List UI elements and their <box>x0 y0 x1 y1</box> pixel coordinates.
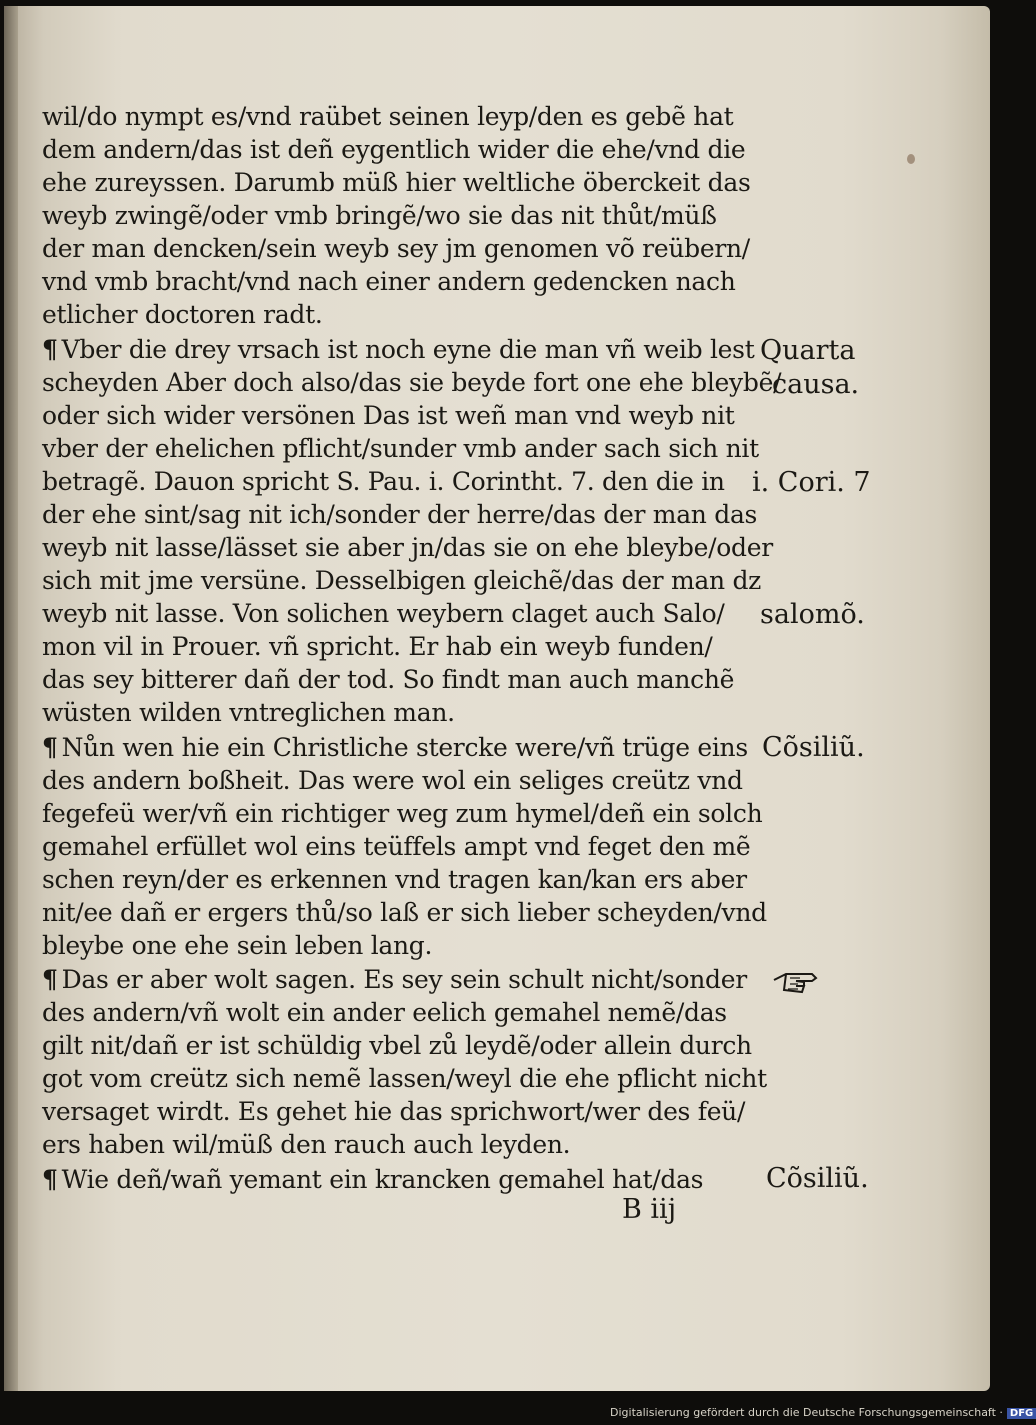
text-line: gilt nit/dañ er ist schüldig vbel zů leydẽ/oder allein durch <box>42 1031 752 1060</box>
dfg-logo: DFG <box>1007 1408 1036 1419</box>
text-line: dem andern/das ist deñ eygentlich wider die ehe/vnd die <box>42 135 746 164</box>
pilcrow-mark: ¶ <box>42 733 58 762</box>
footer-text: Digitalisierung gefördert durch die Deutsche Forschungsgemeinschaft · <box>610 1406 1003 1419</box>
pilcrow-mark: ¶ <box>42 1165 58 1194</box>
signature-mark: B iij <box>622 1194 677 1225</box>
paper-stain <box>907 154 915 164</box>
text-line: Das er aber wolt sagen. Es sey sein schult nicht/sonder <box>61 965 747 994</box>
paragraph-line <box>42 963 772 996</box>
text-line: got vom creütz sich nemẽ lassen/weyl die ehe pflicht nicht <box>42 1064 767 1093</box>
text-line: gemahel erfüllet wol eins teüffels ampt vnd feget den mẽ <box>42 832 751 861</box>
margin-note-consilium: Cõsiliũ. <box>762 732 865 763</box>
text-line: sich mit jme versüne. Desselbigen gleichẽ/das der man dz <box>42 566 762 595</box>
text-line: vnd vmb bracht/vnd nach einer andern gedencken nach <box>42 267 736 296</box>
text-line: das sey bitterer dañ der tod. So findt man auch manchẽ <box>42 665 735 694</box>
text-line: vber der ehelichen pflicht/sunder vmb ander sach sich nit <box>42 434 759 463</box>
text-line: weyb nit lasse/lässet sie aber jn/das sie on ehe bleybe/oder <box>42 533 773 562</box>
pilcrow-mark: ¶ <box>42 965 58 994</box>
margin-note-quarta: Quarta <box>760 335 856 366</box>
text-line: ehe zureyssen. Darumb müß hier weltliche öberckeit das <box>42 168 751 197</box>
text-line: der ehe sint/sag nit ich/sonder der herre/das der man das <box>42 500 758 529</box>
paragraph-line <box>42 1163 772 1196</box>
margin-note-salomo: salomõ. <box>760 599 865 630</box>
text-line: schen reyn/der es erkennen vnd tragen kan/kan ers aber <box>42 865 747 894</box>
text-line: ers haben wil/müß den rauch auch leyden. <box>42 1130 571 1159</box>
text-line: der man dencken/sein weyb sey jm genomen võ reübern/ <box>42 234 750 263</box>
text-line: des andern/vñ wolt ein ander eelich gemahel nemẽ/das <box>42 998 727 1027</box>
text-line: des andern boßheit. Das were wol ein seliges creütz vnd <box>42 766 743 795</box>
text-line: wüsten wilden vntreglichen man. <box>42 698 455 727</box>
text-line: weyb zwingẽ/oder vmb bringẽ/wo sie das nit thůt/müß <box>42 201 717 230</box>
page-gutter <box>4 6 18 1391</box>
text-line: betragẽ. Dauon spricht S. Pau. i. Corintht. 7. den die in <box>42 467 725 496</box>
text-line: nit/ee dañ er ergers thů/so laß er sich lieber scheyden/vnd <box>42 898 767 927</box>
text-line: oder sich wider versönen Das ist weñ man vnd weyb nit <box>42 401 735 430</box>
text-line: wil/do nympt es/vnd raübet seinen leyp/den es gebẽ hat <box>42 102 734 131</box>
paragraph-line <box>42 333 772 366</box>
paragraph-line <box>42 731 772 764</box>
text-line: etlicher doctoren radt. <box>42 300 323 329</box>
text-line: weyb nit lasse. Von solichen weybern claget auch Salo/ <box>42 599 725 628</box>
text-line: Vber die drey vrsach ist noch eyne die man vñ weib lest <box>61 335 755 364</box>
footer-credit <box>610 1406 1036 1419</box>
pointing-hand-icon <box>772 966 818 996</box>
margin-note-consilium: Cõsiliũ. <box>766 1163 869 1194</box>
text-line: bleybe one ehe sein leben lang. <box>42 931 433 960</box>
pilcrow-mark: ¶ <box>42 335 58 364</box>
margin-note-causa: causa. <box>772 369 860 400</box>
text-line: fegefeü wer/vñ ein richtiger weg zum hymel/deñ ein solch <box>42 799 763 828</box>
text-line: scheyden Aber doch also/das sie beyde fort one ehe bleybẽ/ <box>42 368 782 397</box>
text-line: Nůn wen hie ein Christliche stercke were/vñ trüge eins <box>61 733 748 762</box>
text-line: versaget wirdt. Es gehet hie das sprichwort/wer des feü/ <box>42 1097 746 1126</box>
text-line: Wie deñ/wañ yemant ein krancken gemahel hat/das <box>61 1165 704 1194</box>
margin-note-cori: i. Cori. 7 <box>752 467 871 498</box>
text-line: mon vil in Prouer. vñ spricht. Er hab ein weyb funden/ <box>42 632 713 661</box>
